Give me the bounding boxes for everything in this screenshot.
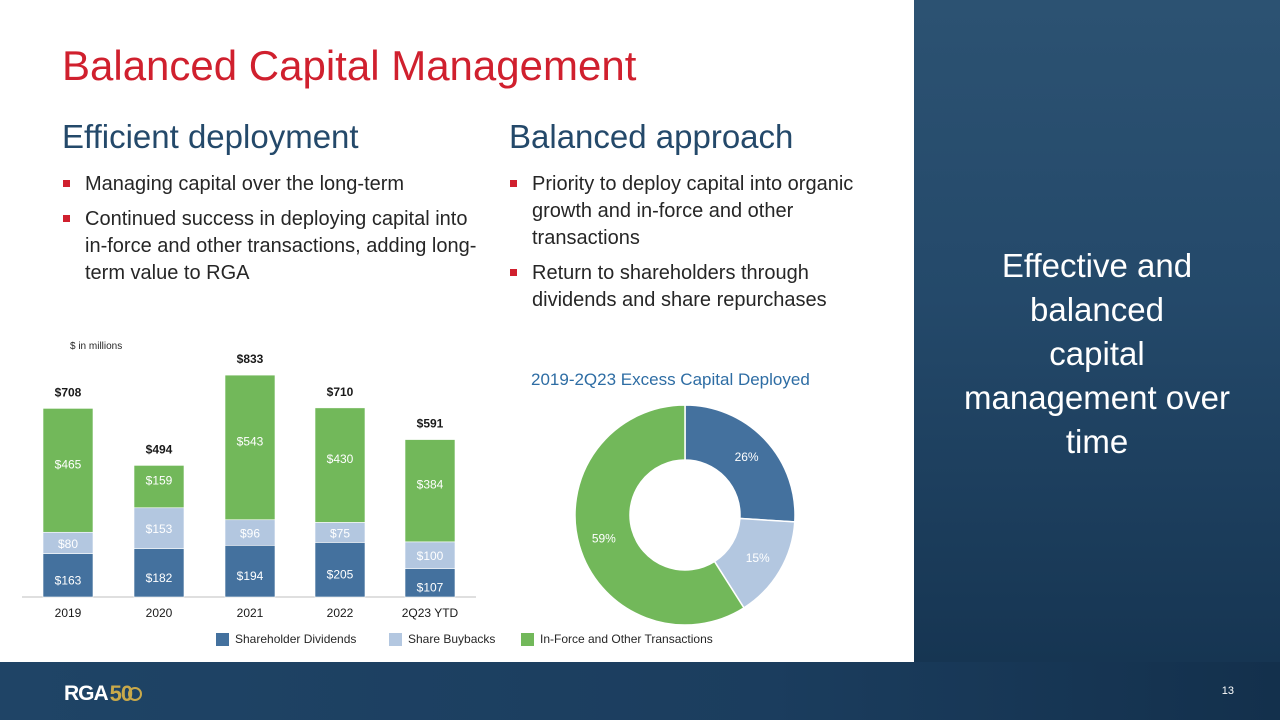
logo-text: RGA <box>64 682 108 705</box>
page-number: 13 <box>1221 685 1234 697</box>
bar-data-label: $194 <box>236 569 264 584</box>
sidebar-message <box>914 244 1280 464</box>
bar-data-label: $384 <box>416 477 444 492</box>
left-heading: Efficient deployment <box>62 118 359 155</box>
donut-chart-title: 2019-2Q23 Excess Capital Deployed <box>531 370 810 389</box>
legend-item-buybacks <box>389 632 495 646</box>
legend-swatch <box>216 633 229 646</box>
legend-swatch <box>389 633 402 646</box>
sidebar-line: capital <box>1049 335 1145 372</box>
legend-item-dividends <box>216 632 356 646</box>
bar-total-label: $833 <box>236 352 264 367</box>
sidebar-panel <box>914 0 1280 662</box>
sidebar-line: Effective and <box>1001 247 1193 284</box>
x-tick-label: 2021 <box>236 606 264 620</box>
bar-data-label: $107 <box>416 580 444 595</box>
chart-units-note: $ in millions <box>70 341 123 352</box>
bar-data-label: $159 <box>145 473 173 488</box>
x-tick-label: 2022 <box>326 606 354 620</box>
sidebar-line: time <box>1065 423 1129 460</box>
right-bullet: Return to shareholders through dividends and share repurchases <box>509 260 881 314</box>
logo-fifty: 50 <box>109 681 133 706</box>
bar-data-label: $163 <box>54 573 82 588</box>
right-heading: Balanced approach <box>509 118 794 155</box>
left-bullet: Continued success in deploying capital into in-force and other transactions, adding long-term value to RGA <box>62 206 484 287</box>
x-tick-label: 2019 <box>54 606 82 620</box>
bar-total-label: $708 <box>54 385 82 400</box>
right-bullet: Priority to deploy capital into organic growth and in-force and other transactions <box>509 171 881 252</box>
donut-data-label: 59% <box>591 531 616 546</box>
slide-title: Balanced Capital Management <box>62 42 637 89</box>
legend-item-inforce <box>521 632 713 646</box>
sidebar-line: balanced <box>1030 291 1164 328</box>
x-tick-label: 2020 <box>145 606 173 620</box>
footer-bar <box>0 662 1280 720</box>
rga-logo <box>64 681 142 707</box>
bar-data-label: $80 <box>57 536 79 551</box>
bar-data-label: $543 <box>236 434 264 449</box>
bar-data-label: $75 <box>329 526 351 541</box>
x-tick-label: 2Q23 YTD <box>401 606 459 620</box>
sidebar-line: management over <box>964 379 1230 416</box>
bar-data-label: $430 <box>326 452 354 467</box>
bar-data-label: $100 <box>416 549 444 564</box>
donut-data-label: 15% <box>745 551 770 566</box>
bar-data-label: $153 <box>145 522 173 537</box>
bar-data-label: $182 <box>145 570 173 585</box>
legend-swatch <box>521 633 534 646</box>
legend-label: Shareholder Dividends <box>235 632 357 646</box>
bar-data-label: $205 <box>326 567 354 582</box>
left-bullet: Managing capital over the long-term <box>62 171 484 198</box>
legend-label: Share Buybacks <box>408 632 496 646</box>
legend-label: In-Force and Other Transactions <box>540 632 713 646</box>
bar-total-label: $710 <box>326 384 354 399</box>
bar-data-label: $465 <box>54 457 82 472</box>
bar-data-label: $96 <box>239 526 261 541</box>
bar-total-label: $494 <box>145 442 173 457</box>
bar-total-label: $591 <box>416 416 444 431</box>
donut-data-label: 26% <box>734 450 759 465</box>
